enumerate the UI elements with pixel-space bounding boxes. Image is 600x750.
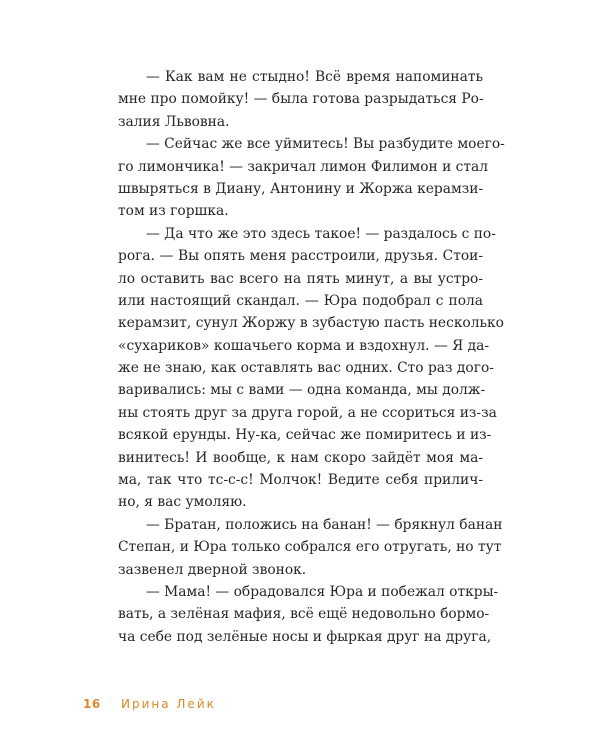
body-text [118,66,505,648]
text-line: — Мама! — обрадовался Юра и побежал откры- [146,583,499,600]
text-line: вать, а зелёная мафия, всё ещё недовольно бормо- [118,606,490,623]
text-line: залия Львовна. [118,113,230,130]
text-line: же не знаю, как оставлять вас одних. Сто раз дого- [118,360,494,377]
text-line: Степан, и Юра только собрался его отругать, но тут [118,539,502,556]
running-header-author: Ирина Лейк [121,697,216,711]
text-line: но, я вас умоляю. [118,494,247,511]
text-line: рога. — Вы опять меня расстроили, друзья. Стои- [118,248,483,265]
page-number: 16 [83,697,101,711]
text-line: ны стоять друг за друга горой, а не ссориться из-за [118,404,497,421]
text-line: варивались: мы с вами — одна команда, мы долж- [118,382,486,399]
text-line: — Сейчас же все уймитесь! Вы разбудите моего- [146,136,505,153]
text-line: ма, так что тс-с-с! Молчок! Ведите себя прилич- [118,472,483,489]
text-line: швыряться в Диану, Антонину и Жоржа керамзи- [118,180,484,197]
text-line: ча себе под зелёные носы и фыркая друг на друга, [118,628,492,645]
text-line: — Да что же это здесь такое! — раздалось с по- [146,225,496,242]
text-line: всякой ерунды. Ну-ка, сейчас же помиритесь и из- [118,427,492,444]
text-line: — Братан, положись на банан! — брякнул банан [146,516,503,533]
text-line: го лимончика! — закричал лимон Филимон и стал [118,158,489,175]
text-line: зазвенел дверной звонок. [118,561,307,578]
text-line: «сухариков» кошачьего корма и вздохнул. — Я да- [118,337,490,354]
text-line: мне про помойку! — была готова разрыдаться Ро- [118,91,484,108]
page-footer [83,697,216,711]
text-line: или настоящий скандал. — Юра подобрал с пола [118,292,483,309]
text-line: — Как вам не стыдно! Всё время напоминать [146,69,483,85]
text-line: том из горшка. [118,203,229,220]
text-line: ло оставить вас всего на пять минут, а вы устро- [118,270,483,287]
text-line: керамзит, сунул Жоржу в зубастую пасть несколько [118,315,504,332]
text-line: винитесь! И вообще, к нам скоро зайдёт моя ма- [118,449,483,466]
